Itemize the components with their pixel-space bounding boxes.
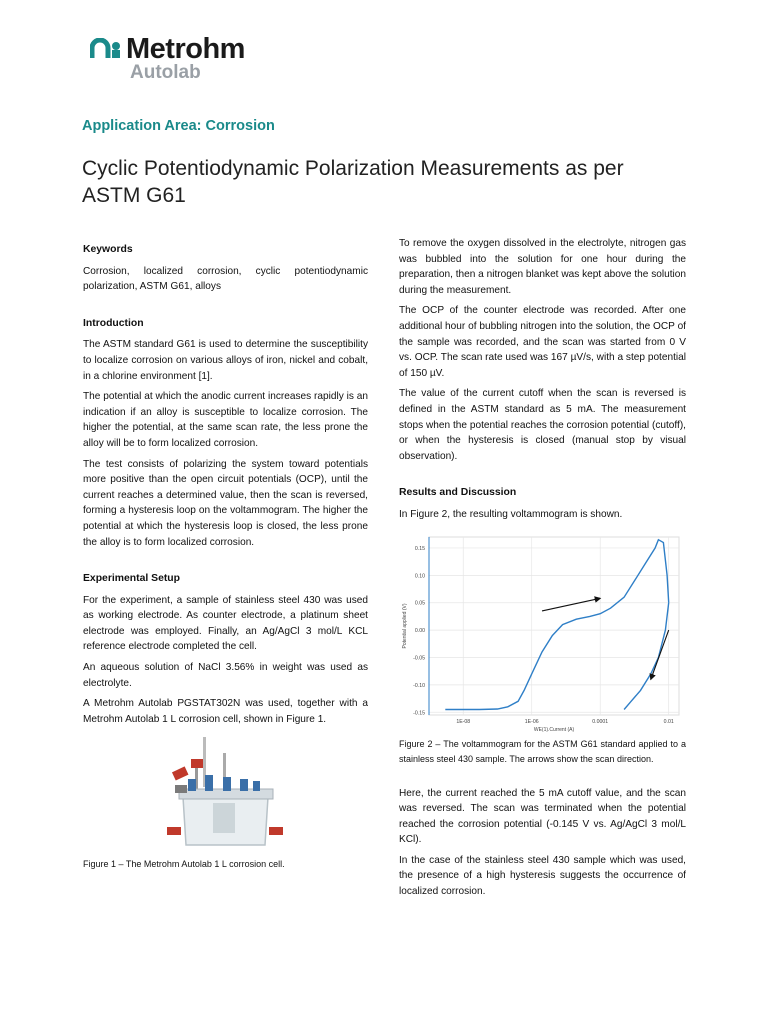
setup-paragraph: For the experiment, a sample of stainless steel 430 was used as working electrode. As counter electrode, a platinum sheet electrode was employed. Finally, an Ag/AgCl 3 mol/L KCL reference electrode completed the cell. xyxy=(83,594,368,653)
left-column xyxy=(83,242,368,877)
x-tick-label: 0.01 xyxy=(663,718,674,725)
x-axis-label: WE(1).Current (A) xyxy=(533,726,575,733)
results-paragraph: In the case of the stainless steel 430 sample which was used, the presence of a high hysteresis suggests the occurrence of localized corrosion. xyxy=(399,854,686,898)
y-tick-label: 0.05 xyxy=(414,600,425,607)
y-tick-label: 0.15 xyxy=(414,545,425,552)
logo-brand-text: Metrohm xyxy=(126,33,245,65)
voltammogram-chart xyxy=(399,529,685,733)
x-tick-label: 0.0001 xyxy=(592,718,609,725)
figure1-caption: Figure 1 – The Metrohm Autolab 1 L corrosion cell. xyxy=(83,859,285,870)
logo-sub-text: Autolab xyxy=(130,62,201,83)
intro-paragraph: The potential at which the anodic current increases rapidly is an indication if an alloy is susceptible to localize corrosion. The higher the potential, at the same scan rate, the less prone the alloy will be to form localized corrosion. xyxy=(83,391,368,449)
method-paragraph: The value of the current cutoff when the scan is reversed is defined in the ASTM standard as 5 mA. The measurement stops when the potential reaches the corrosion potential (cutoff), or when the hysteresis is closed (manual stop by visual observation). xyxy=(399,388,686,462)
method-paragraph: To remove the oxygen dissolved in the electrolyte, nitrogen gas was bubbled into the solution for one hour during the preparation, then a nitrogen blanket was kept above the solution during the measurement. xyxy=(399,238,686,296)
results-paragraph: Here, the current reached the 5 mA cutoff value, and the scan was reversed. The scan was terminated when the potential reached the corrosion potential (-0.145 V vs. Ag/AgCl 3 mol/L KCl). xyxy=(399,787,686,846)
y-tick-label: -0.10 xyxy=(413,682,425,689)
y-tick-label: 0.10 xyxy=(414,572,425,579)
setup-paragraph: A Metrohm Autolab PGSTAT302N was used, together with a Metrohm Autolab 1 L corrosion cell, shown in Figure 1. xyxy=(83,698,368,725)
results-heading: Results and Discussion xyxy=(399,487,517,499)
y-axis-label: Potential applied (V) xyxy=(402,602,408,649)
y-tick-label: -0.15 xyxy=(413,709,425,716)
application-area: Application Area: Corrosion xyxy=(82,118,275,134)
metrohm-logo xyxy=(90,32,245,84)
method-paragraph: The OCP of the counter electrode was recorded. After one additional hour of bubbling nitrogen into the solution, the OCP of the sample was recorded, and the scan was started from 0 V vs. OCP. The scan rate used was 167 µV/s, with a step potential of 150 µV. xyxy=(399,305,686,379)
corrosion-cell-image xyxy=(83,733,368,853)
x-tick-label: 1E-08 xyxy=(456,718,471,725)
results-paragraph: In Figure 2, the resulting voltammogram is shown. xyxy=(399,508,623,520)
y-tick-label: -0.05 xyxy=(413,654,425,661)
setup-paragraph: An aqueous solution of NaCl 3.56% in weight was used as electrolyte. xyxy=(83,662,368,689)
figure2-caption: Figure 2 – The voltammogram for the ASTM G61 standard applied to a stainless steel 430 sample. The arrows show the scan direction. xyxy=(399,738,686,764)
page-title: Cyclic Potentiodynamic Polarization Measurements as per ASTM G61 xyxy=(82,157,624,207)
intro-paragraph: The ASTM standard G61 is used to determine the susceptibility to localize corrosion on various alloys of iron, nickel and cobalt, in a chlorine environment [1]. xyxy=(83,339,368,382)
metrohm-logo-icon xyxy=(90,38,122,60)
intro-paragraph: The test consists of polarizing the system toward potentials more positive than the open circuit potentials (OCP), until the current reaches a determined value, then the scan is reversed, forming a hysteresis loop on the voltammogram. The higher the potential at which the hysteresis loop is closed, the less prone the alloy is to form localized corrosion. xyxy=(83,458,368,548)
y-tick-label: 0.00 xyxy=(414,627,425,634)
right-column xyxy=(399,236,686,905)
keywords-text: Corrosion, localized corrosion, cyclic potentiodynamic polarization, ASTM G61, alloys xyxy=(83,265,368,293)
setup-heading: Experimental Setup xyxy=(83,573,181,585)
introduction-heading: Introduction xyxy=(83,317,144,329)
x-tick-label: 1E-06 xyxy=(524,718,539,725)
keywords-heading: Keywords xyxy=(83,244,133,255)
